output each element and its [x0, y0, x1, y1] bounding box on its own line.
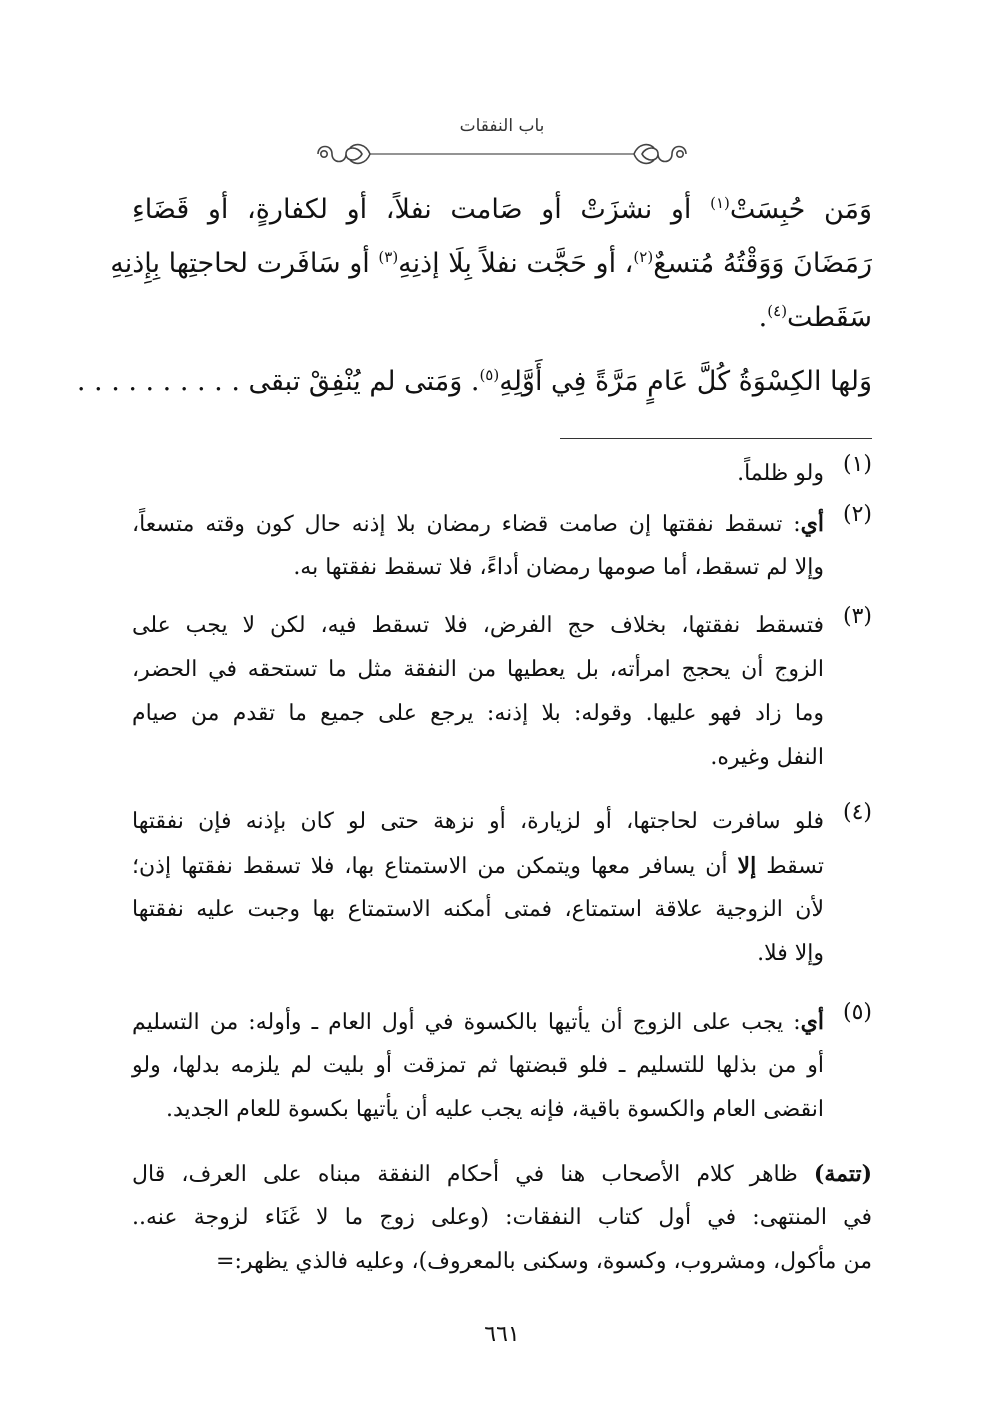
footnote-line: تسقط إلا أن يسافر معها ويتمكن من الاستمتاع بها، فلا تسقط نفقتها إذن؛: [132, 853, 824, 879]
header-ornament-icon: [310, 140, 694, 168]
main-text-segment: وَمَن حُبِسَتْ: [729, 194, 872, 225]
page-number: ٦٦١: [484, 1322, 520, 1347]
main-text-segment: أو نشزَتْ أو صَامت نفلاً، أو لكفارةٍ، أو قَضَاءِ: [132, 194, 692, 225]
footnote-ref-1[interactable]: (١): [710, 194, 730, 212]
footnote-line: ولو ظلماً.: [737, 461, 824, 486]
main-text-segment: ، أو حَجَّت نفلاً بِلَا إذنِهِ: [398, 248, 634, 279]
footnote-line: لأن الزوجية علاقة استمتاع، فمتى أمكنه الاستمتاع بها وجبت عليه نفقتها: [132, 897, 824, 922]
footnote-line: النفل وغيره.: [710, 745, 824, 770]
footnote-ref-5[interactable]: (٥): [479, 366, 500, 384]
footnote-line: وإلا فلا.: [757, 941, 824, 966]
main-text-segment: سَقَطت: [787, 302, 872, 333]
tatimma-line: (تتمة) ظاهر كلام الأصحاب هنا في أحكام النفقة مبناه على العرف، قال: [132, 1161, 872, 1187]
footnote-line: فتسقط نفقتها، بخلاف حج الفرض، فلا تسقط فيه، لكن لا يجب على: [132, 613, 824, 638]
footnote-line: انقضى العام والكسوة باقية، فإنه يجب عليه أن يأتيها بكسوة للعام الجديد.: [166, 1097, 824, 1122]
main-text-segment: . وَمَتى لم يُنْفِقْ تبقى . . . . . . . . . .: [76, 366, 480, 397]
main-text-segment: وَلها الكِسْوَةُ كُلَّ عَامٍ مَرَّةً فِي أَوَّلِهِ: [499, 366, 872, 397]
main-text-line-3: [132, 302, 872, 333]
footnote-3: [132, 604, 872, 780]
tatimma-line: من مأكول، ومشروب، وكسوة، وسكنى بالمعروف)، وعليه فالذي يظهر:=: [216, 1249, 872, 1274]
tatimma-paragraph: [132, 1152, 872, 1284]
footnote-line: أو من بذلها للتسليم ـ فلو قبضتها ثم تمزقت أو بليت لم يلزمه بدلها، ولو: [132, 1053, 824, 1078]
main-text-line-1: [132, 194, 872, 225]
footnote-number: (٤): [842, 800, 872, 825]
footnote-separator: [560, 438, 872, 439]
footnote-line: أي: تسقط نفقتها إن صامت قضاء رمضان بلا إذنه حال كون وقته متسعاً،: [132, 511, 824, 537]
footnote-ref-2[interactable]: (٢): [633, 248, 654, 266]
footnote-ref-3[interactable]: (٣): [378, 248, 399, 266]
tatimma-line: في المنتهى: في أول كتاب النفقات: (وعلى زوج ما لا غَنَاء لزوجة عنه..: [132, 1205, 872, 1230]
main-text-line-2: [110, 248, 872, 279]
main-text-segment: .: [758, 302, 768, 333]
footnote-5: [132, 1000, 872, 1132]
footnote-number: (٢): [842, 502, 872, 527]
footnote-1: [132, 452, 872, 496]
running-header-title: باب النفقات: [459, 116, 545, 136]
footnote-number: (١): [842, 452, 872, 477]
footnote-line: وإلا لم تسقط، أما صومها رمضان أداءً، فلا تسقط نفقتها به.: [293, 555, 824, 580]
footnote-number: (٥): [842, 1000, 872, 1025]
main-text-segment: رَمَضَانَ وَوَقْتُهُ مُتسعٌ: [653, 248, 872, 279]
footnote-line: وما زاد فهو عليها. وقوله: بلا إذنه: يرجع على جميع ما تقدم من صيام: [132, 701, 824, 726]
footnote-number: (٣): [842, 604, 872, 629]
main-text-segment: أو سَافَرت لحاجتِها بِإِذنِهِ: [110, 248, 370, 279]
footnote-line: فلو سافرت لحاجتها، أو لزيارة، أو نزهة حتى لو كان بإذنه فإن نفقتها: [132, 809, 824, 834]
footnote-ref-4[interactable]: (٤): [767, 302, 788, 320]
footnote-line: الزوج أن يحجج امرأته، بل يعطيها من النفقة مثل ما تستحقه في الحضر،: [132, 657, 824, 682]
main-text-line-4: [76, 366, 872, 397]
footnote-line: أي: يجب على الزوج أن يأتيها بالكسوة في أول العام ـ وأوله: من التسليم: [132, 1009, 825, 1035]
footnote-2: [132, 502, 872, 590]
footnote-4: [132, 800, 872, 976]
